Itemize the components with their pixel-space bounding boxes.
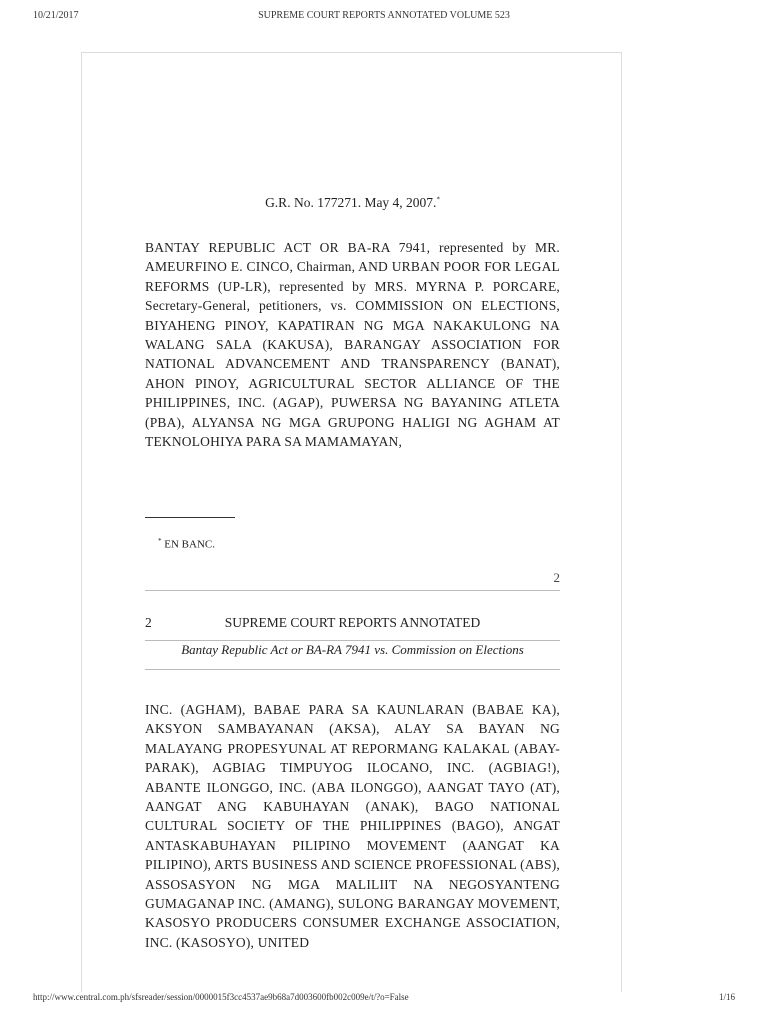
footnote-marker: * [158, 537, 162, 545]
case-title: Bantay Republic Act or BA-RA 7941 vs. Commission on Elections [181, 642, 524, 657]
running-head-page: 2 [145, 615, 152, 630]
case-title-top-rule [145, 640, 560, 641]
print-header [0, 10, 768, 26]
footnote [158, 537, 215, 551]
print-url: http://www.central.com.ph/sfsreader/session/0000015f3cc4537ae9b68a7d003600fb002c009e/t/?o=False [33, 992, 409, 1002]
gr-number [145, 195, 560, 211]
gr-footnote-marker: * [436, 195, 440, 204]
print-footer [0, 992, 768, 1008]
running-head-reporter: SUPREME COURT REPORTS ANNOTATED [224, 615, 481, 630]
page-divider [145, 590, 560, 591]
print-date: 10/21/2017 [33, 10, 79, 21]
print-page-indicator: 1/16 [718, 992, 735, 1002]
case-title-bottom-rule [145, 669, 560, 670]
footnote-rule [145, 517, 235, 518]
footnote-text: EN BANC. [164, 538, 215, 551]
page-number-bottom: 2 [553, 570, 560, 585]
parties-paragraph-1: BANTAY REPUBLIC ACT OR BA-RA 7941, represented by MR. AMEURFINO E. CINCO, Chairman, AND URBAN POOR FOR LEGAL REFORMS (UP-LR), represented by MRS. MYRNA P. PORCARE, Secretary-General, petitioners, vs. COMMISSION ON ELECTIONS, BIYAHENG PINOY, KAPATIRAN NG MGA NAKAKULONG NA WALANG SALA (KAKUSA), BARANGAY ASSOCIATION FOR NATIONAL ADVANCEMENT AND TRANSPARENCY (BANAT), AHON PINOY, AGRICULTURAL SECTOR ALLIANCE OF THE PHILIPPINES, INC. (AGAP), PUWERSA NG BAYANING ATLETA (PBA), ALYANSA NG MGA GRUPONG HALIGI NG AGHAM AT TEKNOLOHIYA PARA SA MAMAMAYAN, [145, 240, 560, 450]
gr-number-text: G.R. No. 177271. May 4, 2007. [265, 195, 437, 210]
print-title: SUPREME COURT REPORTS ANNOTATED VOLUME 523 [258, 10, 510, 21]
parties-paragraph-2: INC. (AGHAM), BABAE PARA SA KAUNLARAN (BABAE KA), AKSYON SAMBAYANAN (AKSA), ALAY SA BAYAN NG MALAYANG PROPESYUNAL AT REPORMANG KALAKAL (ABAY-PARAK), AGBIAG TIMPUYOG ILOCANO, INC. (AGBIAG!), ABANTE ILONGGO, INC. (ABA ILONGGO), AANGAT TAYO (AT), AANGAT ANG KABUHAYAN (ANAK), BAGO NATIONAL CULTURAL SOCIETY OF THE PHILIPPINES (BAGO), ANGAT ANTASKABUHAYAN PILIPINO MOVEMENT (AANGAT KA PILIPINO), ARTS BUSINESS AND SCIENCE PROFESSIONAL (ABS), ASSOSASYON NG MGA MALILIIT NA NEGOSYANTENG GUMAGANAP INC. (AMANG), SULONG BARANGAY MOVEMENT, KASOSYO PRODUCERS CONSUMER EXCHANGE ASSOCIATION, INC. (KASOSYO), UNITED [145, 702, 560, 950]
